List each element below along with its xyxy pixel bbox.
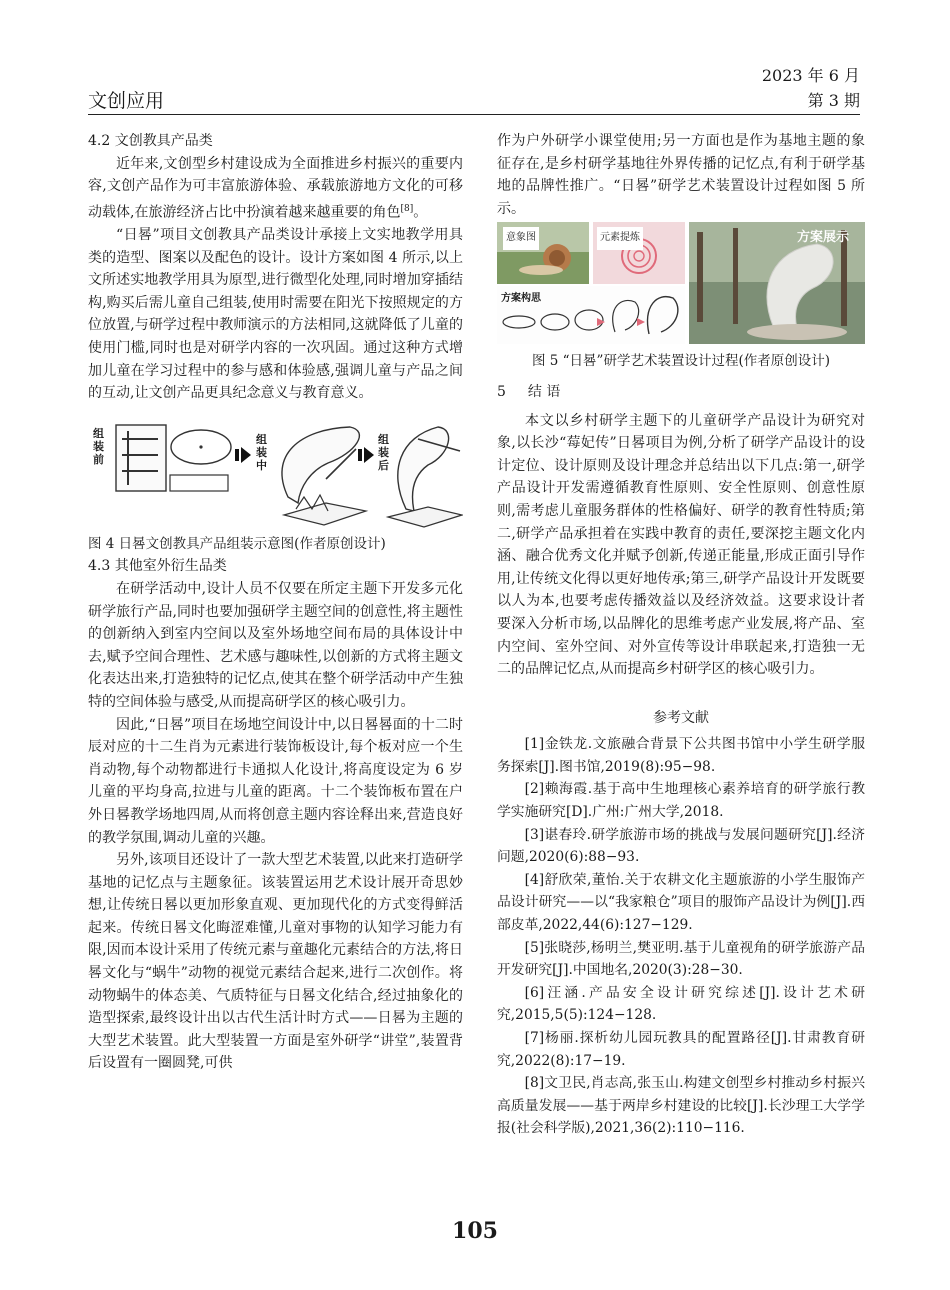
section-4-2-paragraph-1: 近年来,文创型乡村建设成为全面推进乡村振兴的重要内容,文创产品作为可丰富旅游体验、承载旅游地方文化的可移动载体,在旅游经济占比中扮演着越来越重要的角色[8]。 xyxy=(88,155,463,221)
figure-5-label-imagery: 意象图 xyxy=(503,227,539,250)
citation-8: [8] xyxy=(400,203,414,214)
continued-paragraph: 作为户外研学小课堂使用;另一方面也是作为基地主题的象征存在,是乡村研学基地往外界传播的记忆点,有利于研学基地的品牌性推广。“日晷”研学艺术装置设计过程如图 5 所示。 xyxy=(497,133,865,217)
section-4-2-heading: 4.2 文创教具产品类 xyxy=(88,133,213,149)
reference-item: [5]张晓莎,杨明兰,樊亚明.基于儿童视角的研学旅游产品开发研究[J].中国地名,2020(3):28−30. xyxy=(497,939,865,979)
section-4-3-paragraph-3: 另外,该项目还设计了一款大型艺术装置,以此来打造研学基地的记忆点与主题象征。该装置运用艺术设计展开奇思妙想,让传统日晷以更加形象直观、更加现代化的方式变得鲜活起来。传统日晷文化晦涩难懂,儿童对事物的认知学习能力有限,因而本设计采用了传统元素与童趣化元素结合的方法,将日晷文化与“蜗牛”动物的视觉元素结合起来,进行二次创作。将动物蜗牛的体态美、气质特征与日晷文化结合,经过抽象化的造型探索,最终设计出以古代生活计时方式——日晷为主题的大型艺术装置。此大型装置一方面是室外研学“讲堂”,装置背后设置有一圈圆凳,可供 xyxy=(88,852,463,1072)
conclusion-paragraph: 本文以乡村研学主题下的儿童研学产品设计为研究对象,以长沙“莓妃传”日晷项目为例,分析了研学产品设计的设计定位、设计原则及设计理念并总结出以下几点:第一,研学产品设计开发需遵循教育性原则、安全性原则、创意性原则,需考虑儿童服务群体的性格偏好、研学的教育性特质;第二,研学产品承担着在实践中教育的责任,要深挖主题文化内涵、融合优秀文化并赋予创新,传递正能量,形成正面引导作用,让传统文化得以更好地传承;第三,研学产品设计开发既要以人为本,也要考虑传播效益以及经济效益。这要求设计者要深入分析市场,以品牌化的思维考虑产业发展,将产品、室内空间、室外空间、对外宣传等设计串联起来,打造独一无二的品牌记忆点,从而提高乡村研学区的核心吸引力。 xyxy=(497,412,865,678)
figure-4-label-before: 组装前 xyxy=(93,426,104,466)
journal-section-title: 文创应用 xyxy=(88,90,165,112)
reference-item: [7]杨丽.探析幼儿园玩教具的配置路径[J].甘肃教育研究,2022(8):17−19. xyxy=(497,1030,865,1069)
section-5-heading: 5 结 语 xyxy=(497,383,561,400)
section-4-3-paragraph-1: 在研学活动中,设计人员不仅要在所定主题下开发多元化研学旅行产品,同时也要加强研学主题空间的创意性,将主题性的创新纳入到室内空间以及室外场地空间布局的具体设计中去,赋予空间合理性、艺术感与趣味性,以创新的方式将主题文化表达出来,打造独特的记忆点,使其在整个研学活动中产生独特的空间体验与感受,从而提高研学区的核心吸引力。 xyxy=(88,580,463,710)
figure-5-caption: 图 5 “日晷”研学艺术装置设计过程(作者原创设计) xyxy=(531,353,830,370)
figure-4-label-after: 组装后 xyxy=(378,432,389,472)
reference-item: [1]金铁龙.文旅融合背景下公共图书馆中小学生研学服务探索[J].图书馆,2019(8):95−98. xyxy=(497,736,865,775)
figure-4-caption: 图 4 日晷文创教具产品组装示意图(作者原创设计) xyxy=(88,535,386,552)
section-4-3-heading: 4.3 其他室外衍生品类 xyxy=(88,558,227,575)
reference-item: [3]谌春玲.研学旅游市场的挑战与发展问题研究[J].经济问题,2020(6):88−93. xyxy=(497,826,865,866)
page-number: 105 xyxy=(452,1218,498,1244)
figure-4-label-during: 组装中 xyxy=(256,432,267,472)
references-list xyxy=(497,733,865,1140)
figure-5-label-element-extraction: 元素提炼 xyxy=(597,227,643,250)
right-column xyxy=(497,130,865,1140)
section-4-2-paragraph-2: “日晷”项目文创教具产品类设计承接上文实地教学用具类的造型、图案以及配色的设计。设计方案如图 4 所示,以上文所述实地教学用具为原型,进行微型化处理,同时增加穿插结构,购买后需儿童自己组装,使用时需要在阳光下按照规定的方位放置,与研学过程中教师演示的方法相同,这就降低了儿童的使用门槛,同时也是对研学内容的一次巩固。通过这种方式增加儿童在学习过程中的参与感和体验感,强调儿童与产品之间的互动,让文创产品更具纪念意义与教育意义。 xyxy=(88,227,463,402)
issue-date: 2023 年 6 月 xyxy=(761,66,860,85)
figure-5-label-concept: 方案构思 xyxy=(501,293,541,305)
issue-number: 第 3 期 xyxy=(807,91,860,110)
section-4-3-paragraph-2: 因此,“日晷”项目在场地空间设计中,以日晷晷面的十二时辰对应的十二生肖为元素进行装饰板设计,每个板对应一个生肖动物,每个动物都进行卡通拟人化设计,将高度设定为 6 岁儿童的平均身高,拉进与儿童的距离。十二个装饰板布置在户外日晷教学场地四周,从而将创意主题内容诠释出来,营造良好的教学氛围,调动儿童的兴趣。 xyxy=(88,716,463,846)
reference-item: [8]文卫民,肖志高,张玉山.构建文创型乡村推动乡村振兴高质量发展——基于两岸乡村建设的比较[J].长沙理工大学学报(社会科学版),2021,36(2):110−116. xyxy=(497,1075,865,1137)
figure-5-label-showcase: 方案展示 xyxy=(797,230,850,246)
left-column xyxy=(88,130,463,1075)
issue-info xyxy=(762,63,860,113)
figure-4-illustration xyxy=(88,419,463,529)
header-divider xyxy=(88,114,860,115)
references-heading: 参考文献 xyxy=(653,709,709,726)
figure-5 xyxy=(497,222,865,344)
reference-item: [6]汪涵.产品安全设计研究综述[J].设计艺术研究,2015,5(5):124−128. xyxy=(497,984,865,1024)
figure-4 xyxy=(88,419,463,529)
reference-item: [2]赖海霞.基于高中生地理核心素养培育的研学旅行教学实施研究[D].广州:广州大学,2018. xyxy=(497,781,865,821)
reference-item: [4]舒欣荣,董怡.关于农耕文化主题旅游的小学生服饰产品设计研究——以“我家粮仓”项目的服饰产品设计为例[J].西部皮革,2022,44(6):127−129. xyxy=(497,871,865,934)
